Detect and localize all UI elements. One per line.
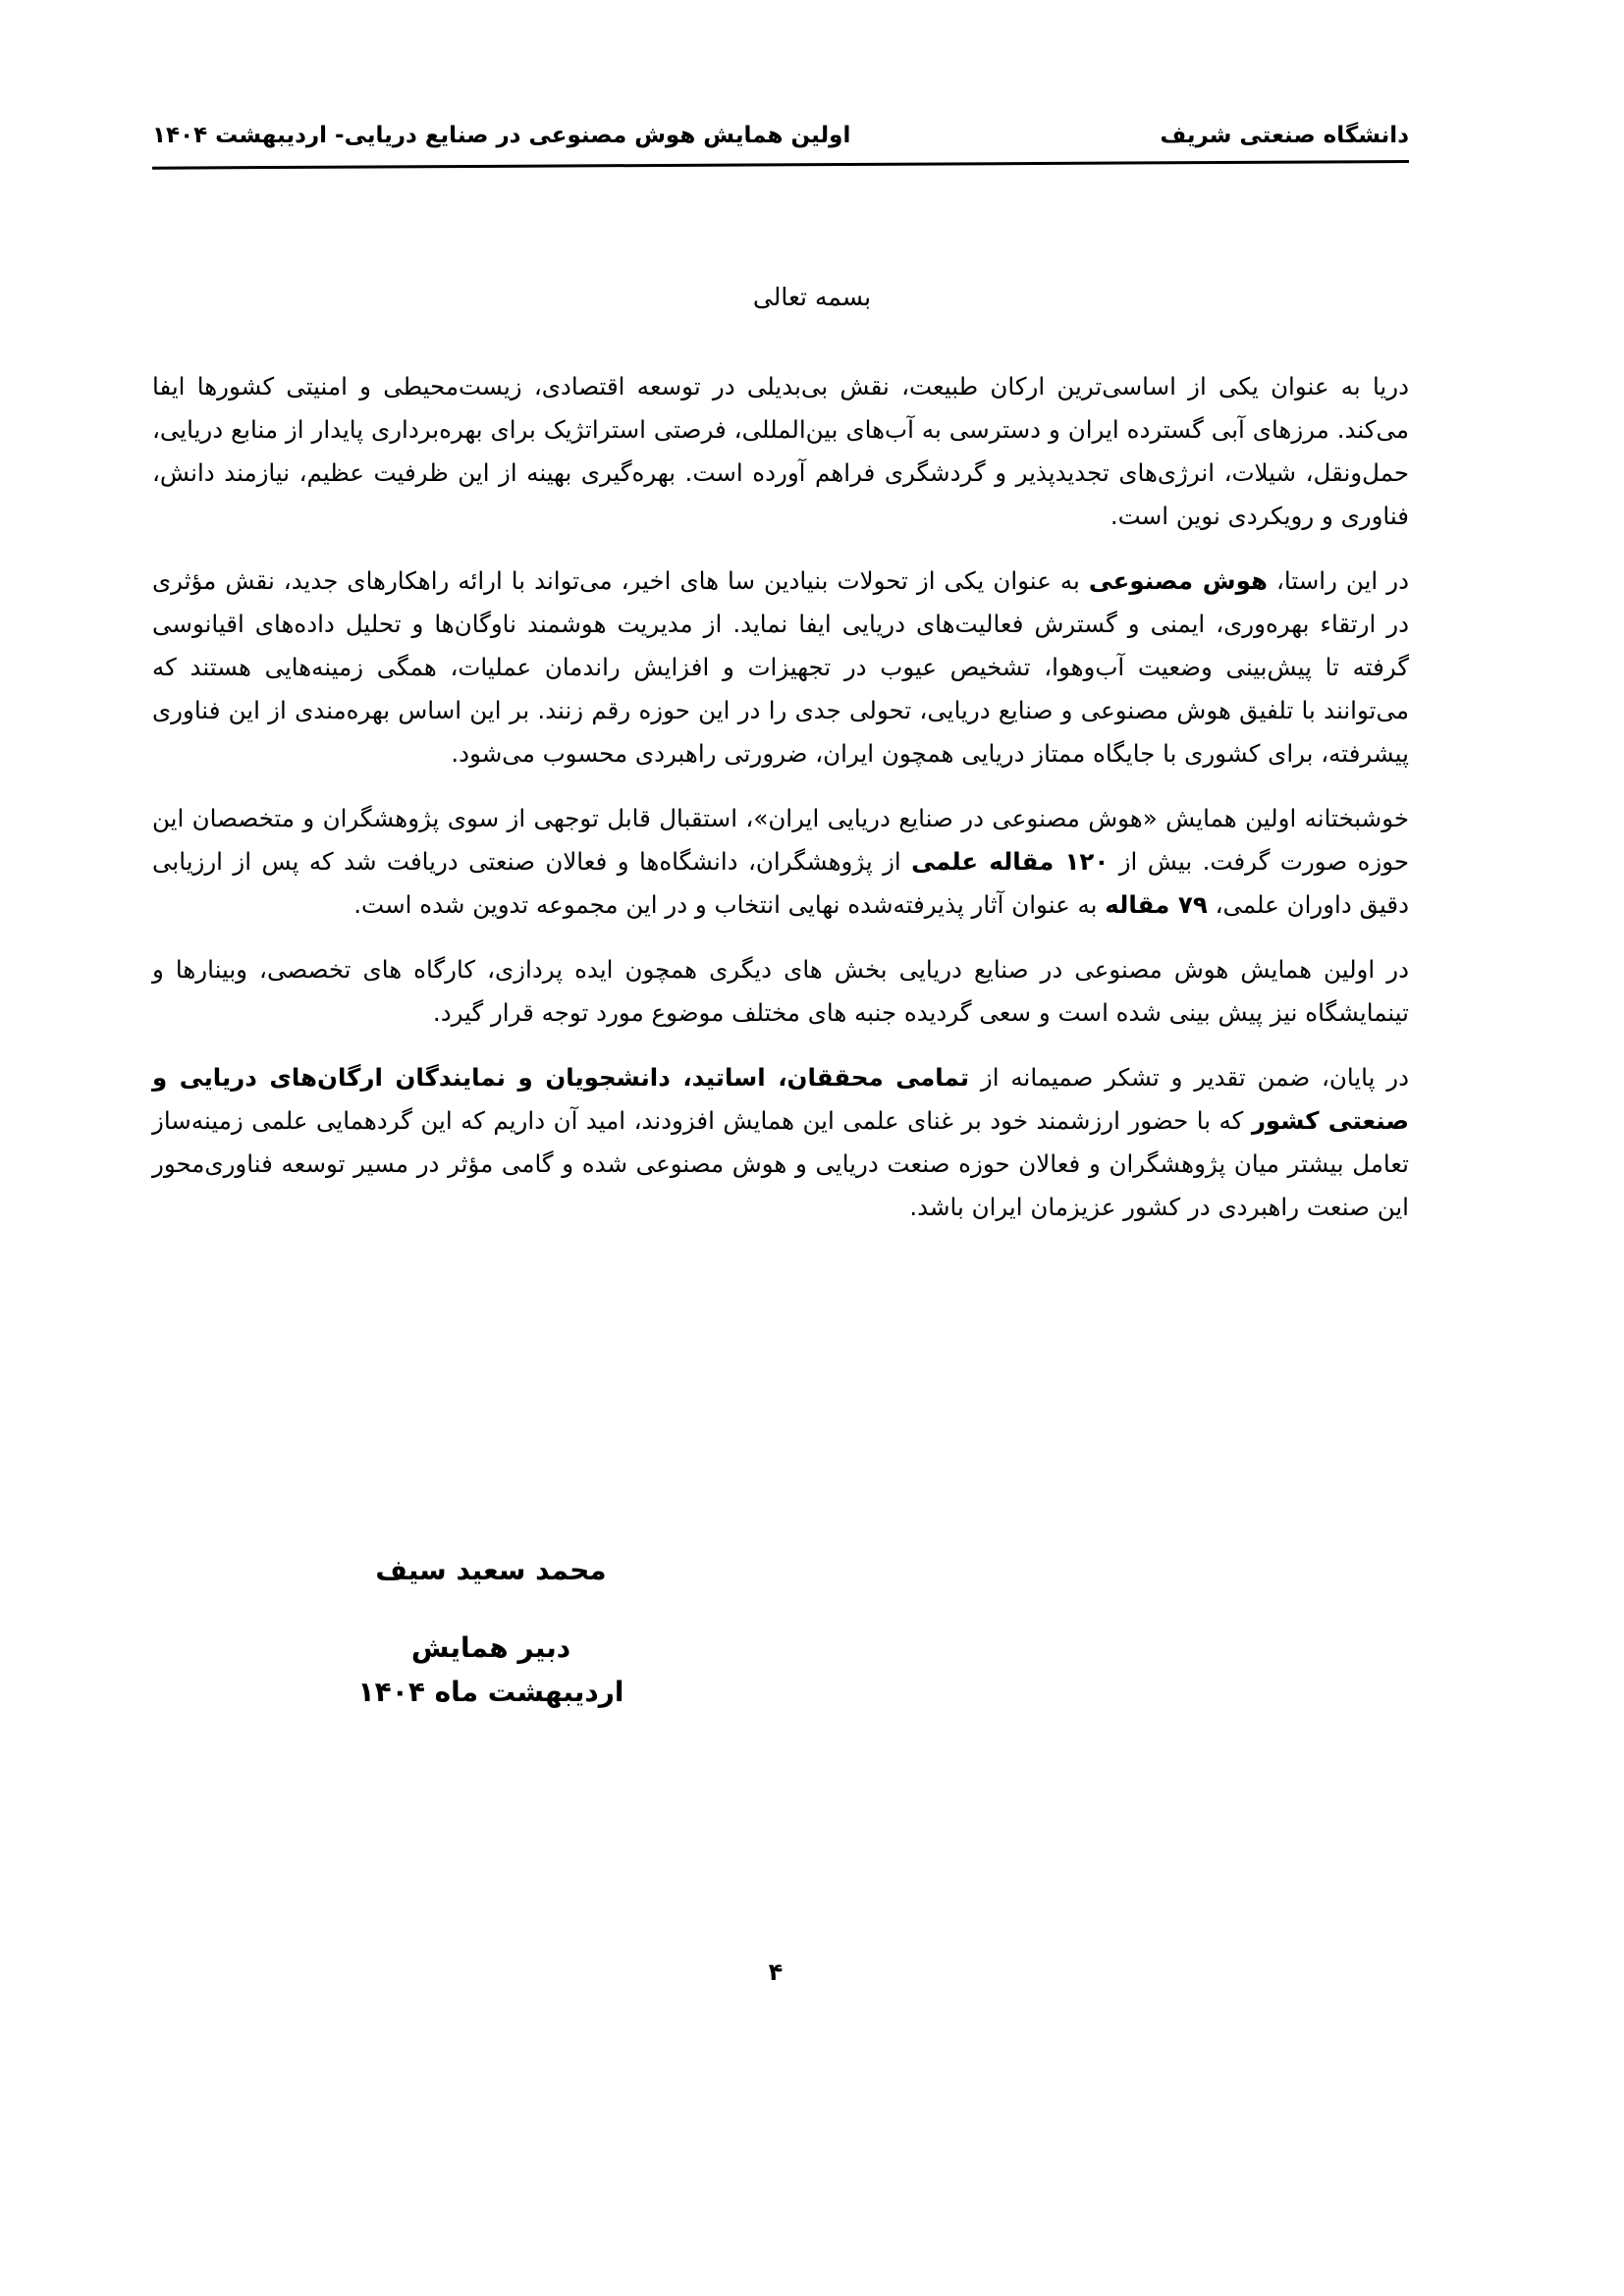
emphasized-text: ۷۹ مقاله: [1105, 890, 1208, 919]
header-divider: [152, 160, 1409, 170]
paragraph: [152, 948, 1409, 1035]
text-run: که با حضور ارزشمند خود بر غنای علمی این همایش افزودند، امید آن داریم که این گردهمایی علمی زمینه‌ساز تعامل بیشتر میان پژوهشگران و فعالان حوزه صنعت دریایی و هوش مصنوعی شده و گامی مؤثر در مسیر توسعه فناوری‌محور این صنعت راهبردی در کشور عزیزمان ایران باشد.: [152, 1106, 1409, 1221]
preface-body: [152, 365, 1409, 1251]
paragraph: [152, 560, 1409, 775]
text-run: در پایان، ضمن تقدیر و تشکر صمیمانه از: [969, 1063, 1409, 1092]
signature-role: دبیر همایش: [410, 1631, 571, 1664]
text-run: به عنوان آثار پذیرفته‌شده نهایی انتخاب و در این مجموعه تدوین شده است.: [353, 890, 1106, 919]
text-run: دریا به عنوان یکی از اساسی‌ترین ارکان طبیعت، نقش بی‌بدیلی در توسعه اقتصادی، زیست‌محیطی و امنیتی کشورها ایفا می‌کند. مرزهای آبی گسترده ایران و دسترسی به آب‌های بین‌المللی، فرصتی استراتژیک برای بهره‌برداری پایدار از منابع دریایی، حمل‌ونقل، شیلات، انرژی‌های تجدیدپذیر و گردشگری فراهم آورده است. بهره‌گیری بهینه از این ظرفیت عظیم، نیازمند دانش، فناوری و رویکردی نوین است.: [152, 372, 1409, 530]
text-run: در این راستا،: [1267, 566, 1409, 595]
paragraph: [152, 797, 1409, 927]
text-run: در اولین همایش هوش مصنوعی در صنایع دریایی بخش های دیگری همچون ایده پردازی، کارگاه های تخصصی، وبینارها و تینمایشگاه نیز پیش بینی شده است و سعی گردیده جنبه های مختلف موضوع مورد توجه قرار گیرد.: [152, 955, 1409, 1027]
emphasized-text: ۱۲۰ مقاله علمی: [911, 847, 1110, 876]
paragraph: [152, 1056, 1409, 1229]
text-run: به عنوان یکی از تحولات بنیادین سا های اخیر، می‌تواند با ارائه راهکارهای جدید، نقش مؤثری در ارتقاء بهره‌وری، ایمنی و گسترش فعالیت‌های دریایی ایفا نماید. از مدیریت هوشمند ناوگان‌ها و تحلیل داده‌های اقیانوسی گرفته تا پیش‌بینی وضعیت آب‌وهوا، تشخیص عیوب در تجهیزات و افزایش راندمان عملیات، همگی زمینه‌هایی هستند که می‌توانند با تلفیق هوش مصنوعی و صنایع دریایی، تحولی جدی را در این حوزه رقم زنند. بر این اساس بهره‌مندی از این فناوری پیشرفته، برای کشوری با جایگاه ممتاز دریایی همچون ایران، ضرورتی راهبردی محسوب می‌شود.: [152, 566, 1409, 768]
text-run: از پژوهشگران، دانشگاه‌ها و فعالان صنعتی دریافت شد که پس از ارزیابی دقیق داوران علمی،: [152, 847, 1409, 919]
signature-date: اردیبهشت ماه ۱۴۰۴: [357, 1676, 624, 1708]
header-institution: دانشگاه صنعتی شریف: [1160, 123, 1409, 148]
header-conference-title: اولین همایش هوش مصنوعی در صنایع دریایی- اردیبهشت ۱۴۰۴: [152, 123, 851, 148]
signature-name: محمد سعید سیف: [375, 1554, 607, 1586]
invocation-heading: بسمه تعالی: [752, 283, 872, 311]
running-header: [152, 116, 1409, 155]
emphasized-text: تمامی محققان، اساتید، دانشجویان و نمایندگان ارگان‌های دریایی و صنعتی کشور: [152, 1063, 1409, 1135]
page-number: ۴: [768, 1958, 784, 1986]
emphasized-text: هوش مصنوعی: [1088, 566, 1268, 595]
paragraph: [152, 365, 1409, 538]
text-run: خوشبختانه اولین همایش «هوش مصنوعی در صنایع دریایی ایران»، استقبال قابل توجهی از سوی پژوهشگران و متخصصان این حوزه صورت گرفت. بیش از: [152, 804, 1409, 876]
